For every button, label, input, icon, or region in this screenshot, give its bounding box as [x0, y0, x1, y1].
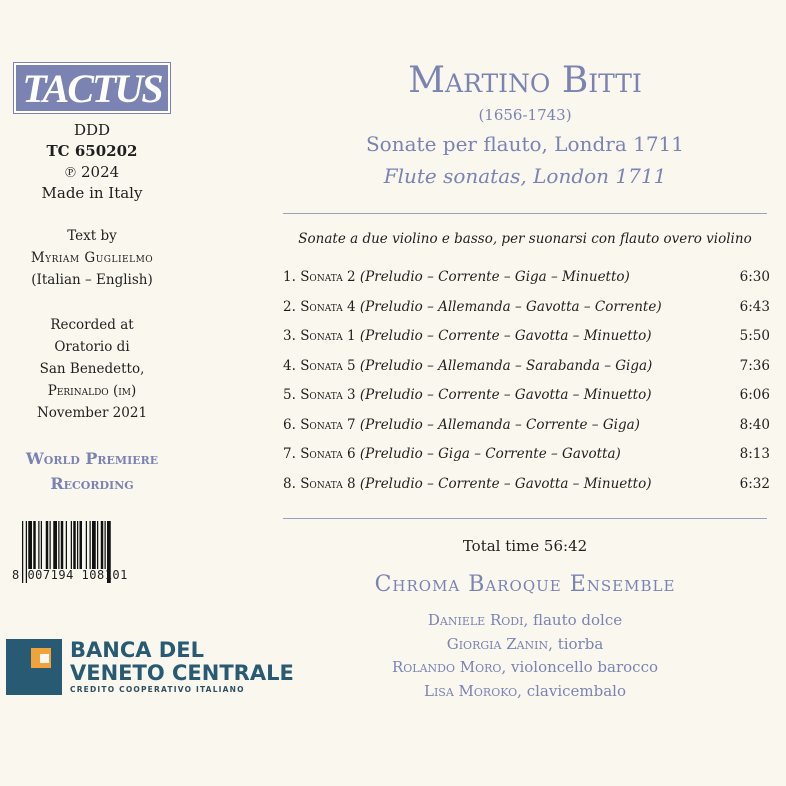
premiere-line: World Premiere [25, 449, 159, 468]
text-credit-languages: (Italian – English) [31, 272, 153, 288]
track-number: 8. [283, 475, 296, 492]
track-movements: (Preludio – Giga – Corrente – Gavotta) [359, 446, 621, 462]
track-duration: 6:30 [739, 269, 770, 285]
track-duration: 6:43 [739, 298, 770, 315]
album-title-english: Flute sonatas, London 1711 [383, 164, 667, 188]
performer-name: Giorgia Zanin [446, 634, 549, 653]
copyright-line: ℗ 2024 [64, 163, 120, 181]
track-title: Sonata 6 [300, 446, 356, 462]
track-row [283, 328, 770, 358]
performer-item [283, 633, 767, 657]
track-duration: 8:40 [739, 416, 770, 433]
divider [283, 213, 767, 214]
label-logo: TACTUS [14, 63, 170, 113]
performer-role: , flauto dolce [523, 611, 623, 629]
recording-line: San Benedetto, [39, 361, 145, 377]
label-info [0, 120, 184, 204]
track-number: 3. [283, 328, 296, 344]
track-row [283, 446, 770, 476]
track-title: Sonata 3 [300, 387, 356, 403]
sponsor-name-line2: VENETO CENTRALE [70, 661, 294, 685]
performer-item [283, 609, 767, 633]
performer-item [283, 680, 767, 704]
collection-subtitle: Sonate a due violino e basso, per suonarsi con flauto overo violino [298, 231, 752, 247]
catalog-number: TC 650202 [46, 142, 138, 160]
performer-role: , clavicembalo [517, 681, 626, 700]
performer-name: Lisa Moroko [424, 681, 518, 700]
made-in-line: Made in Italy [41, 184, 143, 202]
track-title: Sonata 4 [300, 298, 356, 315]
performer-role: , tiorba [548, 634, 604, 653]
track-movements: (Preludio – Corrente – Gavotta – Minuetto) [359, 387, 652, 403]
performer-name: Rolando Moro [391, 658, 502, 676]
track-row [283, 387, 770, 417]
track-row [283, 358, 770, 388]
track-duration: 6:06 [739, 387, 770, 403]
track-number: 4. [283, 357, 296, 374]
track-list [283, 269, 770, 505]
track-title: Sonata 1 [300, 328, 356, 344]
premiere-line: Recording [50, 474, 134, 493]
text-credit [0, 225, 184, 291]
composer-dates: (1656-1743) [478, 106, 572, 124]
performer-name: Daniele Rodi [427, 611, 524, 629]
text-credit-author: Myriam Guglielmo [30, 250, 154, 266]
divider [283, 518, 767, 519]
recording-info [0, 314, 184, 424]
track-duration: 7:36 [739, 357, 770, 374]
sponsor-logo [6, 638, 294, 697]
track-title: Sonata 2 [300, 269, 356, 285]
track-title: Sonata 8 [300, 475, 356, 492]
track-row [283, 476, 770, 506]
sponsor-name-line1: BANCA DEL [70, 638, 204, 662]
recording-line: Perinaldo (im) [47, 383, 137, 399]
ensemble-name: Chroma Baroque Ensemble [374, 572, 676, 597]
track-row [283, 269, 770, 299]
track-movements: (Preludio – Corrente – Gavotta – Minuetto) [359, 328, 652, 344]
track-duration: 6:32 [739, 475, 770, 492]
performer-list [283, 609, 767, 703]
track-title: Sonata 5 [300, 357, 356, 374]
text-credit-intro: Text by [67, 228, 117, 244]
track-number: 2. [283, 298, 296, 315]
track-row [283, 417, 770, 447]
recording-line: November 2021 [36, 405, 148, 421]
premiere-badge [0, 446, 184, 496]
track-movements: (Preludio – Allemanda – Gavotta – Corrente) [359, 298, 662, 315]
track-number: 5. [283, 387, 296, 403]
recording-line: Recorded at [50, 317, 134, 333]
track-duration: 8:13 [739, 446, 770, 462]
album-title-italian: Sonate per flauto, Londra 1711 [365, 132, 685, 156]
sponsor-tagline: CREDITO COOPERATIVO ITALIANO [70, 685, 245, 694]
track-movements: (Preludio – Corrente – Gavotta – Minuetto) [359, 475, 652, 492]
track-title: Sonata 7 [300, 416, 356, 433]
track-number: 1. [283, 269, 296, 285]
track-movements: (Preludio – Corrente – Giga – Minuetto) [359, 269, 630, 285]
format-code: DDD [73, 121, 111, 139]
performer-role: , violoncello barocco [501, 658, 659, 676]
total-time: Total time 56:42 [462, 537, 588, 555]
recording-line: Oratorio di [54, 339, 130, 355]
track-number: 7. [283, 446, 296, 462]
track-row [283, 299, 770, 329]
barcode-digits: 8 007194 108101 [12, 568, 128, 582]
performer-item [283, 656, 767, 680]
track-duration: 5:50 [739, 328, 770, 344]
sponsor-emblem-icon [6, 639, 62, 695]
composer-name: Martino Bitti [408, 60, 642, 101]
track-number: 6. [283, 416, 296, 433]
track-movements: (Preludio – Allemanda – Sarabanda – Giga) [359, 357, 653, 374]
track-movements: (Preludio – Allemanda – Corrente – Giga) [359, 416, 640, 433]
